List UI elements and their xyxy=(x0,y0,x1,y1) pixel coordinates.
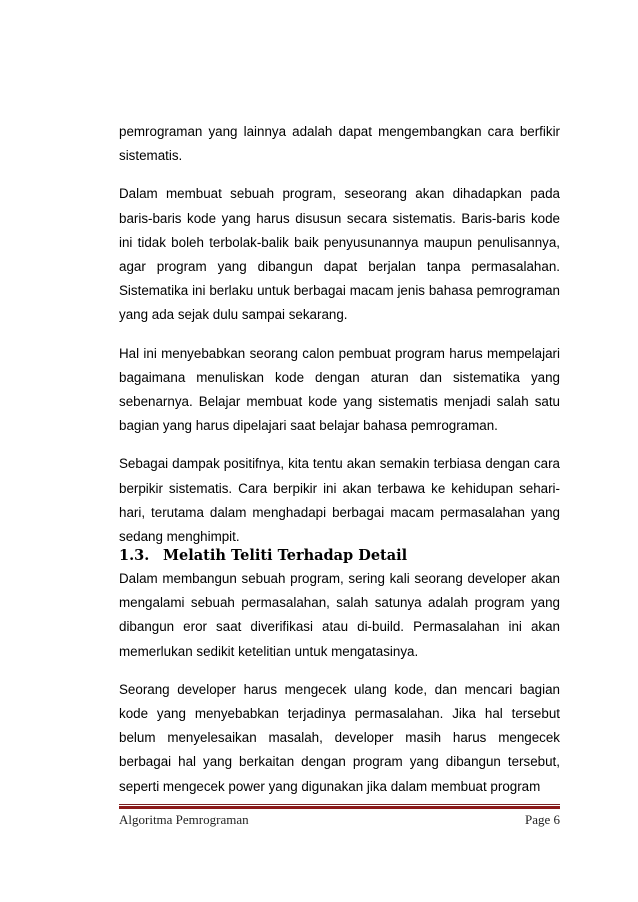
body-text-section xyxy=(119,567,560,813)
paragraph: pemrograman yang lainnya adalah dapat mengembangkan cara berfikir sistematis. xyxy=(119,124,560,164)
section-heading xyxy=(119,546,407,566)
footer-divider-thick xyxy=(119,806,560,809)
footer-page-number: Page 6 xyxy=(524,812,560,827)
paragraph: Hal ini menyebabkan seorang calon pembuat program harus mempelajari bagaimana menuliskan kode dengan aturan dan sistematika yang sebenarnya. Belajar membuat kode yang sistematis menjadi salah satu bagian yang harus dipelajari saat belajar bahasa pemrograman. xyxy=(119,345,560,434)
paragraph: Sebagai dampak positifnya, kita tentu akan semakin terbiasa dengan cara berpikir sistematis. Cara berpikir ini akan terbawa ke kehidupan sehari-hari, terutama dalam menghadapi berbagai macam permasalahan yang sedang menghimpit. xyxy=(119,456,560,545)
paragraph: Dalam membuat sebuah program, seseorang akan dihadapkan pada baris-baris kode yang harus disusun secara sistematis. Baris-baris kode ini tidak boleh terbolak-balik baik penyusunannya maupun penulisannya, agar program yang dibangun dapat berjalan tanpa permasalahan. Sistematika ini berlaku untuk berbagai macam jenis bahasa pemrograman yang ada sejak dulu sampai sekarang. xyxy=(119,186,560,323)
body-text-top xyxy=(119,120,560,563)
footer-book-title: Algoritma Pemrograman xyxy=(119,812,249,827)
footer-divider xyxy=(119,804,560,810)
footer-divider-thin xyxy=(119,804,560,805)
section-number: 1.3. xyxy=(119,547,150,564)
paragraph: Seorang developer harus mengecek ulang kode, dan mencari bagian kode yang menyebabkan terjadinya permasalahan. Jika hal tersebut belum menyelesaikan masalah, developer masih harus mengecek berbagai hal yang berkaitan dengan program yang dibangun tersebut, seperti mengecek power yang digunakan jika dalam membuat program xyxy=(119,681,560,794)
paragraph: Dalam membangun sebuah program, sering kali seorang developer akan mengalami sebuah permasalahan, salah satunya adalah program yang dibangun eror saat diverifikasi atau di-build. Permasalahan ini akan memerlukan sedikit ketelitian untuk mengatasinya. xyxy=(119,571,560,659)
section-title: Melatih Teliti Terhadap Detail xyxy=(163,547,408,564)
